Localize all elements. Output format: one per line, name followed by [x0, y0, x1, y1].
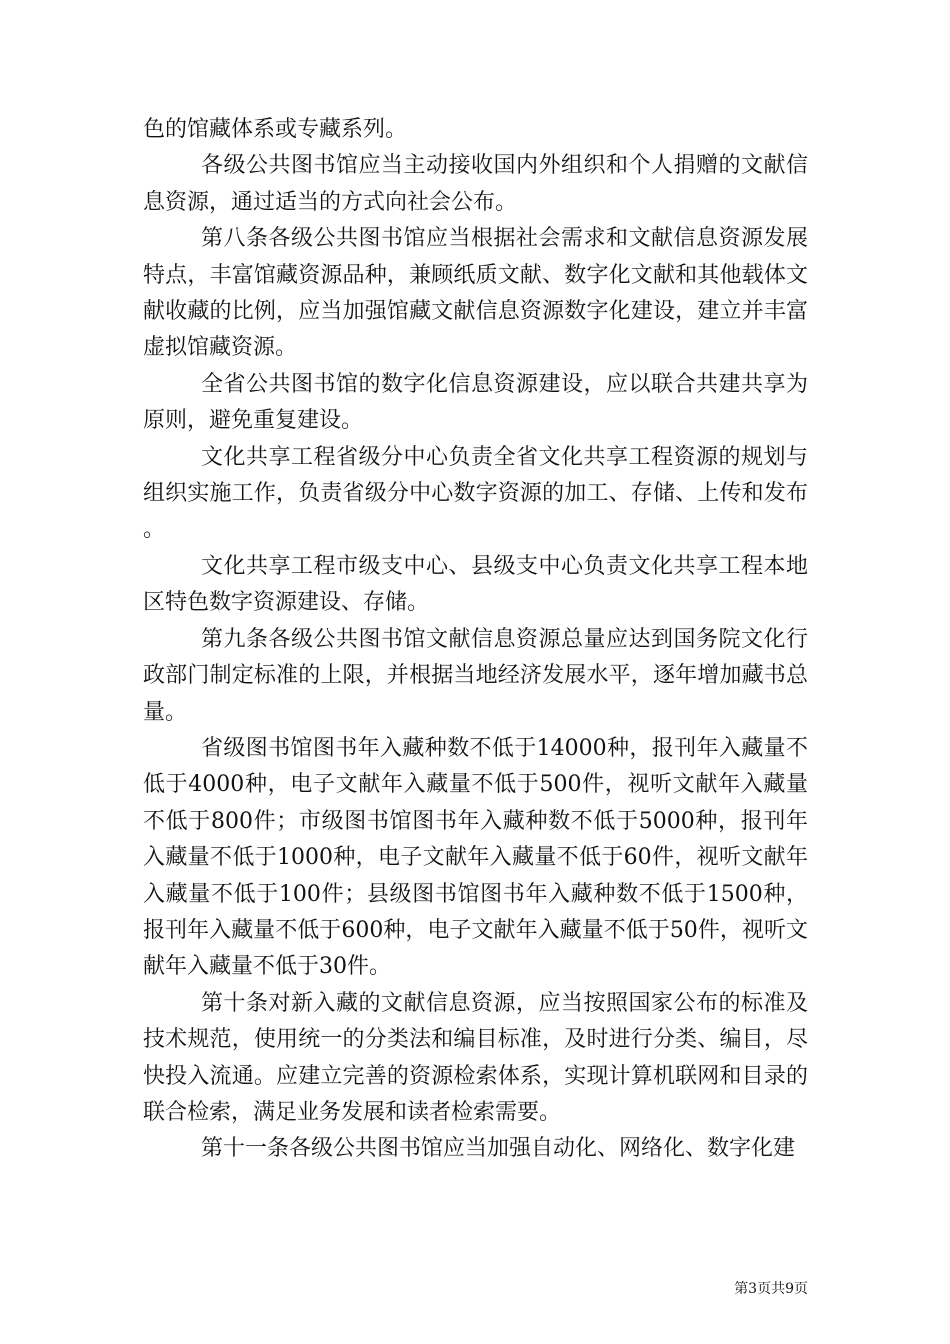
paragraph: 第八条各级公共图书馆应当根据社会需求和文献信息资源发展特点，丰富馆藏资源品种，兼顾纸质文献、数字化文献和其他载体文献收藏的比例，应当加强馆藏文献信息资源数字化建设，建立并丰富虚拟馆藏资源。: [143, 226, 808, 361]
page-number-footer: 第3页共9页: [734, 1281, 808, 1297]
paragraph: 文化共享工程省级分中心负责全省文化共享工程资源的规划与组织实施工作，负责省级分中心数字资源的加工、存储、上传和发布。: [143, 444, 808, 543]
paragraph: 省级图书馆图书年入藏种数不低于14000种，报刊年入藏量不低于4000种，电子文献年入藏量不低于500件，视听文献年入藏量不低于800件；市级图书馆图书年入藏种数不低于5000种，报刊年入藏量不低于1000种，电子文献年入藏量不低于60件，视听文献年入藏量不低于100件；县级图书馆图书年入藏种数不低于1500种，报刊年入藏量不低于600种，电子文献年入藏量不低于50件，视听文献年入藏量不低于30件。: [143, 735, 809, 980]
paragraph: 第十一条各级公共图书馆应当加强自动化、网络化、数字化建: [201, 1136, 796, 1162]
paragraph: 各级公共图书馆应当主动接收国内外组织和个人捐赠的文献信息资源，通过适当的方式向社会公布。: [143, 153, 808, 215]
document-body: [143, 112, 808, 1168]
paragraph: 第九条各级公共图书馆文献信息资源总量应达到国务院文化行政部门制定标准的上限，并根据当地经济发展水平，逐年增加藏书总量。: [143, 626, 808, 725]
paragraph: 第十条对新入藏的文献信息资源，应当按照国家公布的标准及技术规范，使用统一的分类法和编目标准，及时进行分类、编目，尽快投入流通。应建立完善的资源检索体系，实现计算机联网和目录的联合检索，满足业务发展和读者检索需要。: [143, 990, 808, 1125]
paragraph: 文化共享工程市级支中心、县级支中心负责文化共享工程本地区特色数字资源建设、存储。: [143, 553, 808, 616]
paragraph: 色的馆藏体系或专藏系列。: [143, 117, 408, 142]
paragraph: 全省公共图书馆的数字化信息资源建设，应以联合共建共享为原则，避免重复建设。: [143, 371, 808, 434]
